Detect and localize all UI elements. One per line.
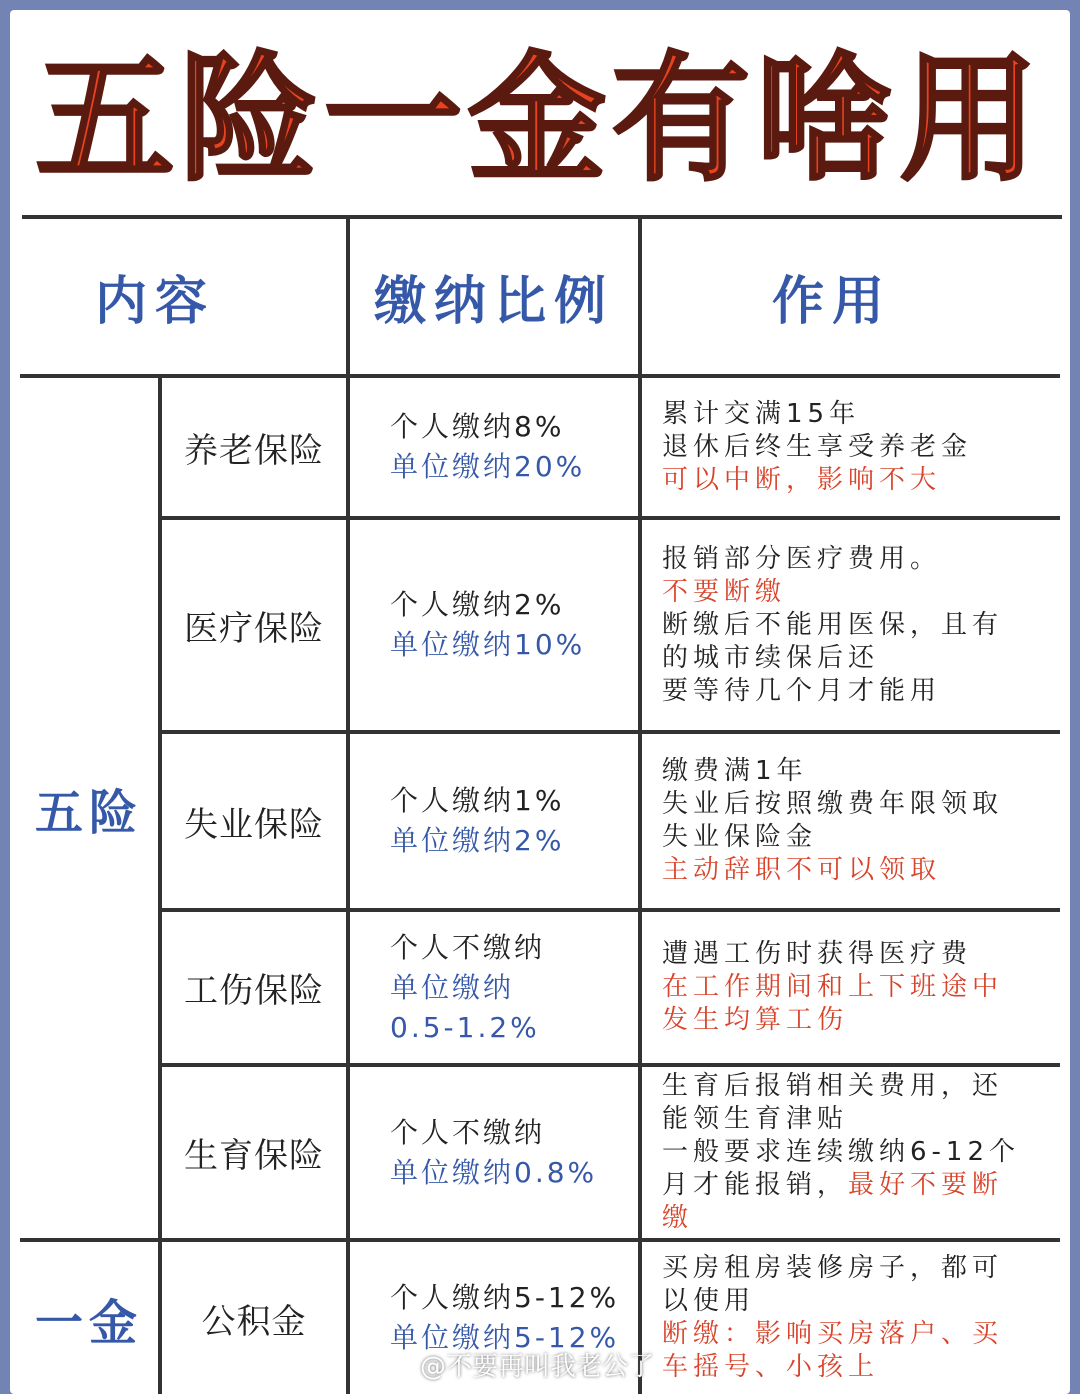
page-title: 五险一金有啥用: [35, 39, 1044, 200]
effect-line: [662, 821, 1044, 854]
effect-text: 断缴：影响买房落户、买: [662, 1319, 1004, 1349]
effect-line: [662, 1202, 1044, 1235]
insurance-name: [162, 734, 346, 908]
effect-line: [662, 464, 1044, 497]
effect-text: 在工作期间和上下班途中: [662, 972, 1004, 1002]
effect-warning: 最好不要断: [848, 1170, 1004, 1200]
insurance-name: [162, 912, 346, 1063]
effect-line: [662, 854, 1044, 887]
insurance-name: [162, 1242, 346, 1394]
effect-text: 失业后按照缴费年限领取: [662, 789, 1004, 819]
effect-line: [662, 642, 1044, 675]
effect-line: [662, 1252, 1044, 1285]
effect-text: 报销部分医疗费用。: [662, 543, 942, 574]
effect-text: 买房租房装修房子，都可: [662, 1253, 1004, 1283]
effect-line: [662, 543, 1044, 576]
insurance-name: [162, 378, 346, 516]
effect-line: [662, 1169, 1044, 1202]
effect-text: 车摇号、小孩上: [662, 1352, 880, 1382]
effect-text: 退休后终生享受养老金: [662, 431, 973, 462]
effect-text: 月才能报销，: [662, 1170, 849, 1200]
effect-text: 缴费满1年: [662, 756, 808, 786]
effect-text: 一般要求连续缴纳6-12个: [662, 1137, 1021, 1167]
effect-text: 生育后报销相关费用，还: [662, 1071, 1004, 1101]
personal-ratio: 个人缴纳2%: [390, 588, 565, 621]
employer-ratio: 0.5-1.2%: [390, 1010, 540, 1044]
insurance-name: [162, 1067, 346, 1238]
effect-line: [662, 1070, 1044, 1103]
effect-text: 失业保险金: [662, 822, 818, 852]
effect-text: 不要断缴: [662, 576, 787, 607]
category-housing-fund: 一金: [34, 1294, 143, 1351]
effect-description: [642, 1067, 1058, 1238]
effect-line: [662, 1351, 1044, 1384]
effect-line: [662, 788, 1044, 821]
effect-text: 累计交满15年: [662, 398, 861, 429]
effect-text: 能领生育津贴: [662, 1104, 849, 1134]
insurance-name-text: 失业保险: [184, 804, 324, 845]
personal-ratio: 个人不缴纳: [390, 1115, 546, 1149]
effect-description: [642, 378, 1058, 516]
employer-ratio: 单位缴纳: [390, 970, 515, 1004]
effect-line: [662, 971, 1044, 1004]
effect-line: [662, 1136, 1044, 1169]
category-five-insurances: 五险: [34, 784, 143, 841]
effect-text: 以使用: [662, 1286, 756, 1316]
effect-text: 缴: [662, 1203, 694, 1233]
personal-ratio: 个人缴纳1%: [390, 784, 565, 817]
effect-line: [662, 431, 1044, 464]
effect-text: 遭遇工伤时获得医疗费: [662, 939, 973, 969]
personal-ratio: 个人不缴纳: [390, 930, 546, 964]
effect-line: [662, 609, 1044, 642]
insurance-name-text: 公积金: [201, 1301, 307, 1342]
effect-description: [642, 912, 1058, 1063]
insurance-name: [162, 520, 346, 730]
contribution-ratio: [350, 378, 638, 516]
effect-text: 断缴后不能用医保，且有: [662, 609, 1004, 640]
effect-description: [642, 734, 1058, 908]
personal-ratio: 个人缴纳8%: [390, 410, 565, 443]
insurance-name-text: 养老保险: [184, 430, 324, 471]
employer-ratio: 单位缴纳2%: [390, 824, 565, 857]
employer-ratio: 单位缴纳0.8%: [390, 1155, 598, 1189]
employer-ratio: 单位缴纳5-12%: [390, 1321, 620, 1354]
effect-line: [662, 1103, 1044, 1136]
effect-line: [662, 576, 1044, 609]
effect-line: [662, 1004, 1044, 1037]
watermark: @不要再叫我老公了: [420, 1352, 655, 1382]
effect-text: 可以中断，影响不大: [662, 464, 942, 495]
header-content: 内容: [94, 272, 215, 332]
effect-line: [662, 755, 1044, 788]
personal-ratio: 个人缴纳5-12%: [390, 1281, 620, 1314]
insurance-name-text: 工伤保险: [184, 971, 324, 1011]
contribution-ratio: [350, 520, 638, 730]
effect-text: 主动辞职不可以领取: [662, 855, 942, 885]
employer-ratio: 单位缴纳20%: [390, 450, 586, 483]
effect-text: 要等待几个月才能用: [662, 675, 942, 706]
contribution-ratio: [350, 912, 638, 1063]
employer-ratio: 单位缴纳10%: [390, 628, 586, 661]
insurance-name-text: 生育保险: [184, 1136, 324, 1176]
contribution-ratio: [350, 734, 638, 908]
effect-description: [642, 1242, 1058, 1394]
effect-line: [662, 398, 1044, 431]
header-ratio: 缴纳比例: [373, 272, 614, 332]
effect-line: [662, 675, 1044, 708]
contribution-ratio: [350, 1067, 638, 1238]
header-effect: 作用: [771, 272, 892, 332]
effect-text: 的城市续保后还: [662, 642, 880, 673]
effect-line: [662, 1285, 1044, 1318]
insurance-name-text: 医疗保险: [184, 608, 324, 649]
effect-text: 发生均算工伤: [662, 1005, 849, 1035]
effect-line: [662, 1318, 1044, 1351]
effect-description: [642, 520, 1058, 730]
effect-line: [662, 938, 1044, 971]
